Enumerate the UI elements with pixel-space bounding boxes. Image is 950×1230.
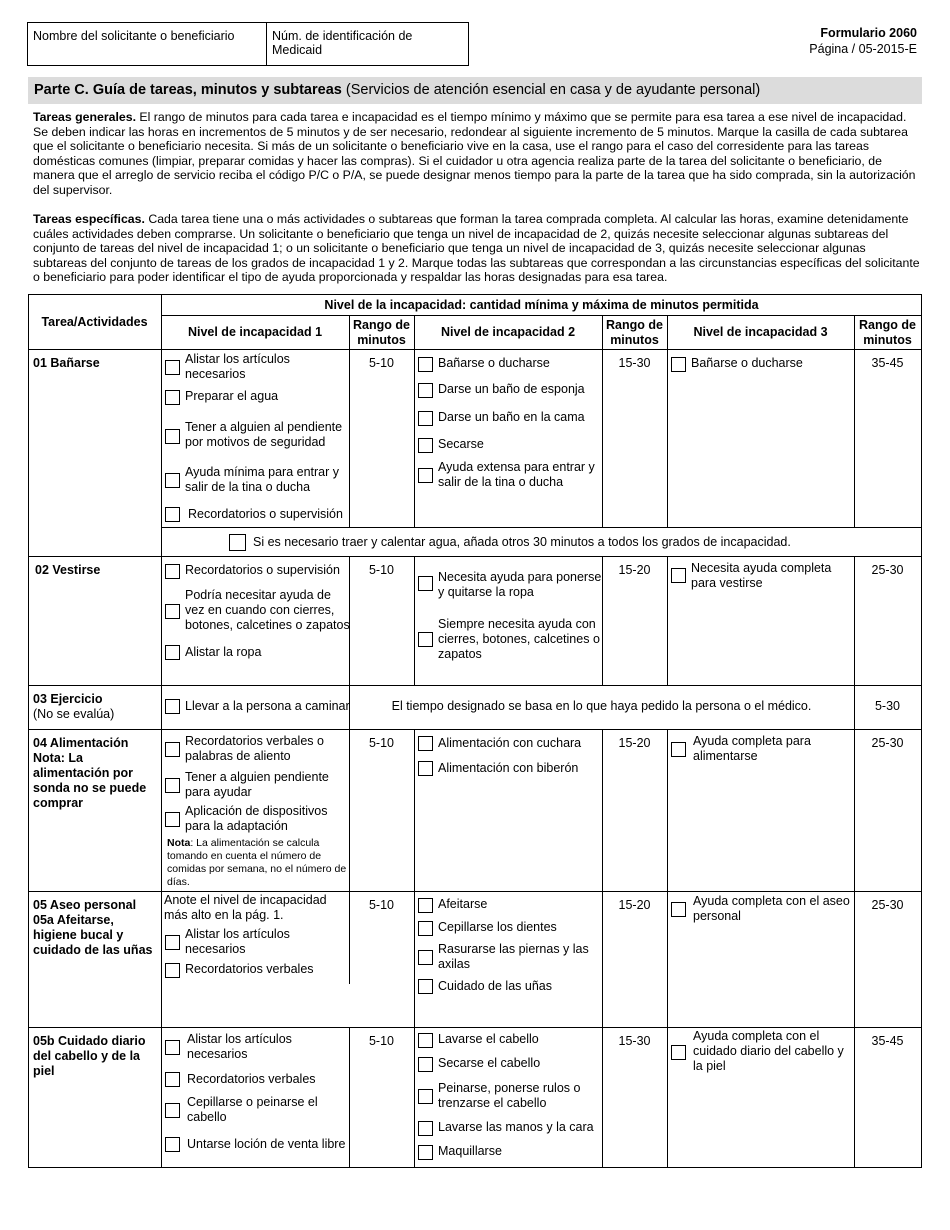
range-value: 15-20	[618, 898, 651, 912]
subtask-label: Recordatorios verbales	[185, 962, 314, 976]
row-sep	[28, 685, 922, 686]
col-line	[414, 556, 415, 685]
subtask-label: Alimentación con biberón	[438, 761, 579, 775]
range-b: minutos	[863, 333, 912, 347]
col-header-level1: Nivel de incapacidad 1	[187, 325, 323, 339]
checkbox[interactable]	[165, 1103, 180, 1118]
range-value: 25-30	[871, 563, 904, 577]
col-line	[667, 315, 668, 527]
subtask-label: Ayuda completa con el cuidado diario del cabello y la piel	[693, 1029, 844, 1073]
checkbox[interactable]	[418, 1145, 433, 1160]
subtask-label: Afeitarse	[438, 897, 488, 911]
header-divider	[161, 315, 922, 316]
subtask-label: Siempre necesita ayuda con cierres, botones, calcetines o zapatos	[438, 617, 600, 661]
checkbox[interactable]	[418, 1089, 433, 1104]
row-sep	[28, 891, 922, 892]
checkbox[interactable]	[418, 761, 433, 776]
checkbox[interactable]	[165, 699, 180, 714]
task-alimentacion: 04 Alimentación Nota: La alimentación por sonda no se puede comprar	[33, 736, 147, 810]
subtask-label: Cuidado de las uñas	[438, 979, 552, 993]
range-value: 5-10	[368, 356, 395, 370]
range-value: 35-45	[871, 356, 904, 370]
checkbox[interactable]	[165, 390, 180, 405]
row-sep	[28, 556, 922, 557]
subtask-label: Ayuda extensa para entrar y salir de la tina o ducha	[438, 460, 595, 489]
row-sep	[28, 729, 922, 730]
subtask-label: Recordatorios verbales o palabras de aliento	[185, 734, 324, 763]
subtask-label: Darse un baño en la cama	[438, 410, 585, 424]
col-line	[854, 729, 855, 891]
subtask-label: Necesita ayuda para ponerse y quitarse la ropa	[438, 570, 602, 599]
task-aseo: 05 Aseo personal 05a Afeitarse, higiene bucal y cuidado de las uñas	[33, 898, 153, 957]
range-a: Rango de	[353, 318, 410, 332]
col-line	[414, 315, 415, 527]
note-text: : La alimentación se calcula tomando en cuenta el número de comidas por semana, no el número de días.	[167, 837, 347, 888]
col-header-task: Tarea/Actividades	[41, 315, 148, 329]
checkbox[interactable]	[165, 812, 180, 827]
applicant-name-label: Nombre del solicitante o beneficiario	[33, 29, 235, 43]
subtask-label: Recordatorios verbales	[187, 1072, 316, 1086]
checkbox[interactable]	[671, 742, 686, 757]
checkbox[interactable]	[165, 473, 180, 488]
col-line	[602, 729, 603, 891]
checkbox[interactable]	[418, 979, 433, 994]
col-line	[667, 1027, 668, 1167]
subtask-label: Alistar la ropa	[185, 645, 262, 659]
checkbox[interactable]	[165, 1072, 180, 1087]
general-heading: Tareas generales.	[33, 110, 136, 124]
section-subtitle: (Servicios de atención esencial en casa y de ayudante personal)	[345, 82, 761, 98]
section-title: Parte C. Guía de tareas, minutos y subtareas	[34, 82, 342, 98]
col-line	[602, 1027, 603, 1167]
checkbox[interactable]	[671, 568, 686, 583]
section-title-bar	[28, 77, 922, 104]
subtask-label: Podría necesitar ayuda de vez en cuando con cierres, botones, calcetines o zapatos	[185, 588, 350, 632]
checkbox[interactable]	[418, 438, 433, 453]
subtask-label: Lavarse las manos y la cara	[438, 1120, 594, 1134]
subtask-label: Alistar los artículos necesarios	[185, 927, 290, 956]
note-bold: Nota	[167, 837, 191, 849]
col-line	[667, 891, 668, 1027]
subtask-label: Tener a alguien pendiente para ayudar	[185, 770, 329, 799]
subtask-label: Llevar a la persona a caminar	[185, 699, 350, 713]
checkbox[interactable]	[418, 950, 433, 965]
checkbox[interactable]	[418, 736, 433, 751]
col-line	[349, 1027, 350, 1167]
task-column-divider	[161, 294, 162, 1168]
task-banarse: 01 Bañarse	[33, 356, 100, 370]
table-border-top	[28, 294, 922, 295]
subtask-label: Peinarse, ponerse rulos o trenzarse el cabello	[438, 1081, 581, 1110]
checkbox[interactable]	[671, 357, 686, 372]
col-line	[667, 556, 668, 685]
row-sep	[161, 527, 922, 528]
subtask-label: Alistar los artículos necesarios	[187, 1032, 292, 1061]
subtask-label: Recordatorios o supervisión	[185, 563, 340, 577]
col-line	[414, 1027, 415, 1167]
checkbox[interactable]	[418, 1033, 433, 1048]
col-line	[854, 1027, 855, 1167]
checkbox[interactable]	[165, 507, 180, 522]
applicant-name-field[interactable]	[27, 22, 267, 66]
checkbox[interactable]	[418, 1057, 433, 1072]
col-header-range2	[602, 318, 667, 348]
col-header-level3: Nivel de incapacidad 3	[693, 325, 828, 339]
subtask-label: Lavarse el cabello	[438, 1032, 539, 1046]
header-bottom	[28, 349, 922, 350]
group-header: Nivel de la incapacidad: cantidad mínima y máxima de minutos permitida	[324, 298, 759, 312]
subtask-label: Ayuda mínima para entrar y salir de la tina o ducha	[185, 465, 340, 494]
col-header-range1	[349, 318, 414, 348]
table-border-bottom	[28, 1167, 922, 1168]
checkbox[interactable]	[165, 742, 180, 757]
checkbox[interactable]	[418, 411, 433, 426]
checkbox[interactable]	[165, 963, 180, 978]
col-header-level2: Nivel de incapacidad 2	[440, 325, 576, 339]
range-value: 5-30	[874, 699, 901, 713]
subtask-label: Ayuda completa con el aseo personal	[693, 894, 850, 923]
checkbox[interactable]	[165, 1137, 180, 1152]
checkbox[interactable]	[418, 898, 433, 913]
subtask-label: Darse un baño de esponja	[438, 382, 585, 396]
range-a: Rango de	[606, 318, 663, 332]
range-value: 5-10	[368, 898, 395, 912]
subtask-label: Necesita ayuda completa para vestirse	[691, 561, 832, 590]
specific-text: Cada tarea tiene una o más actividades o subtareas que forman la tarea comprada completa. Al calcular las horas, examine detenidamente cuáles actividades deben comprarse. Un solicitante o beneficiario que tenga un nivel de incapacidad de 2, quizás necesite seleccionar algunas subtareas del conjunto de tareas del nivel de incapacidad 1; o un solicitante o beneficiario que tenga un nivel de incapacidad de 3, quizás necesite seleccionar algunas subtareas del conjunto de tareas de los grados de incapacidad 1 y 2. Marque todas las subtareas que correspondan a las circunstancias específicas del solicitante o beneficiario para poder identificar el tipo de ayuda proporcionada y respaldar las horas designadas para esa tarea.	[33, 212, 920, 285]
checkbox[interactable]	[165, 645, 180, 660]
range-b: minutos	[610, 333, 659, 347]
col-line	[414, 891, 415, 1027]
task-cabello: 05b Cuidado diario del cabello y de la piel	[33, 1034, 146, 1078]
subtask-label: Secarse	[438, 437, 484, 451]
task-vestirse: 02 Vestirse	[35, 563, 101, 577]
col-line	[414, 729, 415, 891]
alimentacion-note	[167, 837, 347, 889]
subtask-label: Aplicación de dispositivos para la adaptación	[185, 804, 328, 833]
checkbox[interactable]	[418, 357, 433, 372]
col-line	[349, 729, 350, 891]
checkbox[interactable]	[165, 778, 180, 793]
medicaid-id-label: Núm. de identificación de Medicaid	[272, 29, 413, 57]
range-value: 5-10	[368, 563, 395, 577]
range-a: Rango de	[859, 318, 916, 332]
checkbox[interactable]	[418, 576, 433, 591]
form-title-block	[809, 25, 917, 57]
subtask-label: Alimentación con cuchara	[438, 736, 582, 750]
subtask-label: Alistar los artículos necesarios	[185, 352, 290, 381]
range-value: 5-10	[368, 736, 395, 750]
checkbox[interactable]	[165, 360, 180, 375]
task-ejercicio-sub: (No se evalúa)	[33, 707, 115, 721]
checkbox[interactable]	[165, 1040, 180, 1055]
table-border-left	[28, 294, 29, 1168]
range-value: 35-45	[871, 1034, 904, 1048]
subtask-label: Rasurarse las piernas y las axilas	[438, 942, 589, 971]
subtask-label: Bañarse o ducharse	[691, 356, 803, 370]
subtask-label: Maquillarse	[438, 1144, 502, 1158]
subtask-label: Untarse loción de venta libre	[187, 1137, 346, 1151]
checkbox[interactable]	[229, 534, 246, 551]
range-value: 15-20	[618, 563, 651, 577]
subtask-label: Preparar el agua	[185, 389, 279, 403]
subtask-label: Ayuda completa para alimentarse	[693, 734, 811, 763]
range-value: 25-30	[871, 736, 904, 750]
subtask-label: Recordatorios o supervisión	[188, 507, 343, 521]
checkbox[interactable]	[418, 383, 433, 398]
subtask-label: Bañarse o ducharse	[438, 356, 550, 370]
specific-heading: Tareas específicas.	[33, 212, 145, 226]
checkbox[interactable]	[165, 429, 180, 444]
general-text: El rango de minutos para cada tarea e incapacidad es el tiempo mínimo y máximo que se permite para esa tarea a ese nivel de incapacidad. Se deben indicar las horas en incrementos de 5 minutos y de ser necesario, redondear al siguiente incremento de 5 minutos. Marque la casilla de cada subtarea que el solicitante o beneficiario necesita. Si más de un solicitante o beneficiario vive en la casa, use el rango para el caso del corresidente para las tareas domésticas comunes (limpiar, preparar comidas y hacer las compras). Si el cuidador u otra agencia realiza parte de la tarea del solicitante o beneficiario, de manera que el arreglo de servicio reciba el código P/C o P/A, se puede designar menos tiempo para la parte de la tarea que ha sido comprada, sin la autorización del supervisor.	[33, 110, 916, 197]
checkbox[interactable]	[418, 921, 433, 936]
col-header-range3	[854, 318, 921, 348]
range-value: 15-30	[618, 1034, 651, 1048]
range-value: 25-30	[871, 898, 904, 912]
checkbox[interactable]	[418, 468, 433, 483]
form-number: Formulario 2060	[820, 26, 917, 40]
page-label: Página / 05-2015-E	[809, 42, 917, 56]
range-value: 5-10	[368, 1034, 395, 1048]
row-sep	[28, 1027, 922, 1028]
col-line	[667, 729, 668, 891]
checkbox[interactable]	[165, 604, 180, 619]
checkbox[interactable]	[671, 1045, 686, 1060]
range-b: minutos	[357, 333, 406, 347]
checkbox[interactable]	[418, 632, 433, 647]
checkbox[interactable]	[165, 564, 180, 579]
medicaid-id-field[interactable]	[266, 22, 469, 66]
general-tasks-paragraph	[33, 110, 923, 198]
checkbox[interactable]	[418, 1121, 433, 1136]
checkbox[interactable]	[165, 935, 180, 950]
subtask-label: Cepillarse los dientes	[438, 920, 557, 934]
subtask-label: Cepillarse o peinarse el cabello	[187, 1095, 318, 1124]
aseo-intro: Anote el nivel de incapacidad más alto en la pág. 1.	[164, 893, 327, 922]
task-ejercicio	[33, 692, 158, 722]
specific-tasks-paragraph	[33, 212, 923, 285]
table-border-right	[921, 294, 922, 1168]
range-value: 15-20	[618, 736, 651, 750]
checkbox[interactable]	[671, 902, 686, 917]
subtask-label: Tener a alguien al pendiente por motivos de seguridad	[185, 420, 343, 449]
subtask-label: Secarse el cabello	[438, 1056, 541, 1070]
task-ejercicio-title: 03 Ejercicio	[33, 692, 103, 706]
ejercicio-span-text: El tiempo designado se basa en lo que haya pedido la persona o el médico.	[391, 699, 812, 713]
range-value: 15-30	[618, 356, 651, 370]
water-note: Si es necesario traer y calentar agua, añada otros 30 minutos a todos los grados de incapacidad.	[253, 535, 791, 549]
